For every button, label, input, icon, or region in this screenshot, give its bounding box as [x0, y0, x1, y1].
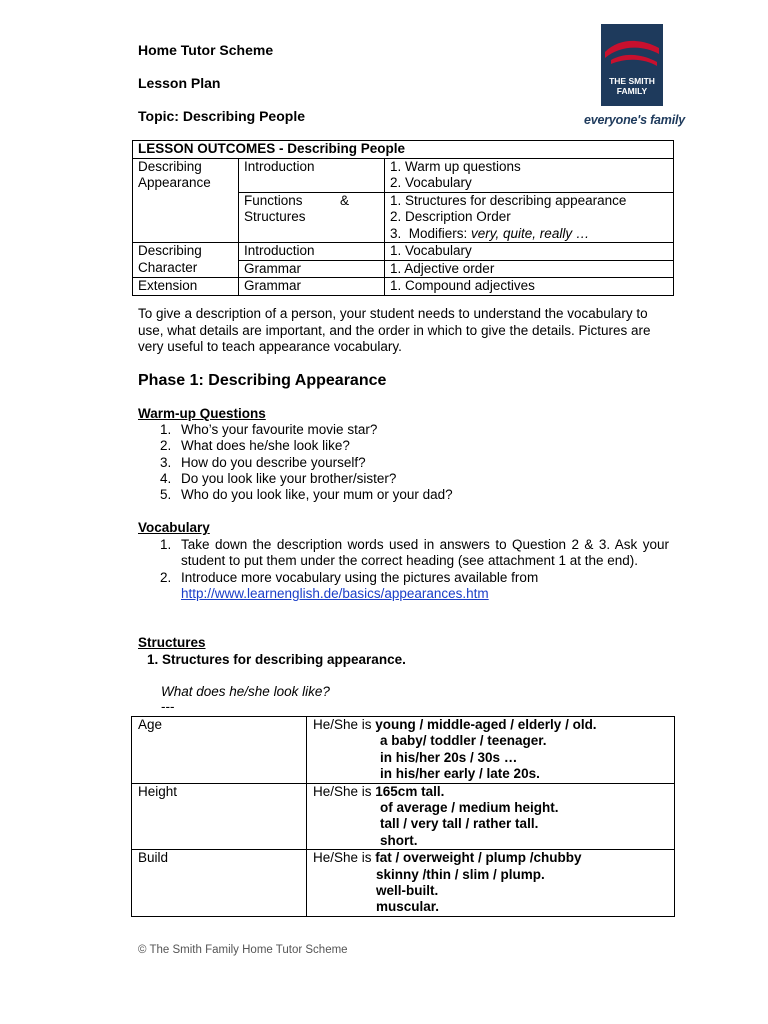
- vocabulary-list: [160, 537, 669, 602]
- intro-paragraph: To give a description of a person, your student needs to understand the vocabulary to use, what details are important, and the order in which to give the details. Pictures are very useful to teach appearance vocabulary.: [138, 306, 651, 354]
- outcome-item: 1. Structures for describing appearance: [390, 192, 627, 208]
- outcome-items: [385, 192, 674, 243]
- outcome-item: 2. Description Order: [390, 209, 511, 224]
- outcome-section: Grammar: [239, 278, 385, 296]
- lesson-outcomes-table: [132, 140, 674, 296]
- row-content: He/She is fat / overweight / plump /chubby skinny /thin / slim / plump. well-built. muscular.: [307, 850, 675, 917]
- row-label: Build: [132, 850, 307, 917]
- swoosh-icon: [601, 24, 663, 74]
- smith-family-logo: [601, 24, 663, 106]
- header-scheme: Home Tutor Scheme: [138, 42, 274, 58]
- table-row: [132, 717, 675, 784]
- list-item: 1. Who’s your favourite movie star?: [160, 422, 378, 437]
- table-row: [132, 783, 675, 850]
- outcome-item: 2. Vocabulary: [390, 175, 472, 190]
- outcome-section: Introduction: [239, 243, 385, 261]
- header-topic: Topic: Describing People: [138, 108, 305, 124]
- vocabulary-heading: Vocabulary: [138, 520, 210, 535]
- list-item: 2. Introduce more vocabulary using the pictures available from http://www.learnenglish.de/basics/appearances.htm: [160, 569, 539, 601]
- outcome-topic: Extension: [133, 278, 239, 296]
- modifiers-text: very, quite, really …: [471, 225, 590, 241]
- phase1-title: Phase 1: Describing Appearance: [138, 372, 387, 389]
- outcome-topic: Describing Appearance: [133, 158, 239, 243]
- warmup-heading: Warm-up Questions: [138, 406, 266, 421]
- outcome-section: Grammar: [239, 260, 385, 278]
- row-content: He/She is 165cm tall. of average / medium height. tall / very tall / rather tall. short.: [307, 783, 675, 850]
- structures-dashes: ---: [161, 699, 175, 714]
- structures-question: What does he/she look like?: [161, 684, 330, 699]
- appearances-link[interactable]: http://www.learnenglish.de/basics/appearances.htm: [181, 585, 489, 601]
- outcome-items: [385, 158, 674, 192]
- outcome-section: Introduction: [239, 158, 385, 192]
- outcome-item: 3. Modifiers: very, quite, really …: [390, 225, 590, 241]
- footer-copyright: © The Smith Family Home Tutor Scheme: [138, 944, 348, 956]
- list-item: 3. How do you describe yourself?: [160, 454, 366, 470]
- logo-name: THE SMITH FAMILY: [609, 76, 655, 96]
- list-item: 2. What does he/she look like?: [160, 438, 350, 454]
- outcome-item: 1. Compound adjectives: [390, 278, 535, 293]
- list-item: 4. Do you look like your brother/sister?: [160, 470, 397, 486]
- appearance-structures-table: [131, 716, 675, 917]
- structures-heading: Structures: [138, 635, 206, 650]
- header-lesson-plan: Lesson Plan: [138, 75, 221, 91]
- outcome-item: 1. Warm up questions: [390, 158, 521, 174]
- list-item: 1. Take down the description words used in answers to Question 2 & 3. Ask your student to put them under the correct heading (see attachment 1 at the end).: [160, 537, 669, 569]
- row-content: He/She is young / middle-aged / elderly / old. a baby/ toddler / teenager. in his/her 20s / 30s … in his/her early / late 20s.: [307, 717, 675, 784]
- row-label: Age: [132, 717, 307, 784]
- outcomes-title: LESSON OUTCOMES - Describing People: [133, 141, 674, 159]
- table-row: [132, 850, 675, 917]
- row-label: Height: [132, 783, 307, 850]
- structures-subheading: 1. Structures for describing appearance.: [147, 652, 406, 667]
- logo-tagline: everyone's family: [584, 113, 686, 127]
- outcome-item: 1. Vocabulary: [390, 243, 472, 258]
- warmup-list: [160, 422, 670, 503]
- outcome-topic: Describing Character: [133, 243, 239, 278]
- outcome-item: 1. Adjective order: [390, 260, 495, 276]
- list-item: 5. Who do you look like, your mum or your dad?: [160, 487, 453, 503]
- outcome-section: Functions & Structures: [239, 192, 385, 243]
